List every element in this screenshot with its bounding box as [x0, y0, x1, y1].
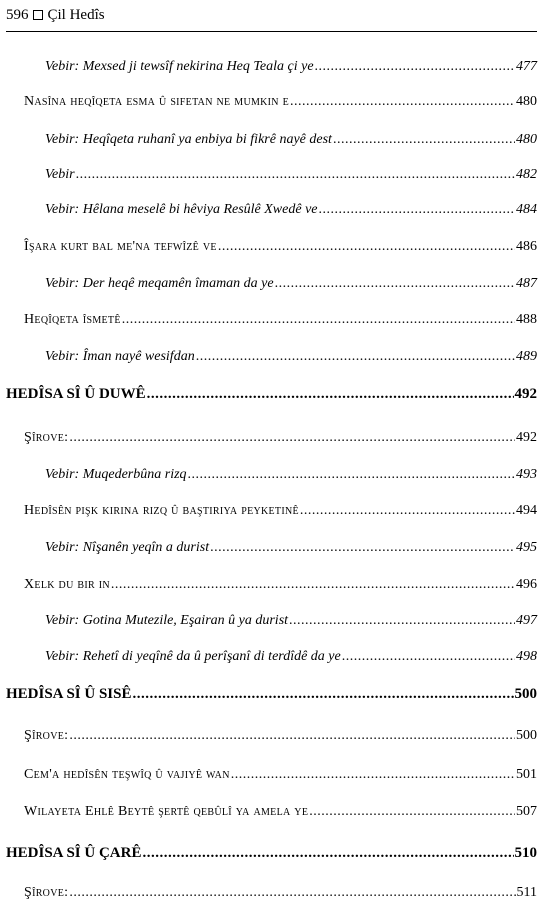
toc-subsection-entry[interactable]	[45, 202, 537, 218]
toc-subsection-entry[interactable]	[45, 349, 537, 365]
dot-leader	[196, 349, 515, 365]
entry-title: Şîrove:	[24, 430, 69, 445]
toc-section-entry[interactable]	[24, 312, 537, 328]
entry-page-number: 500	[514, 686, 537, 702]
entry-page-number: 498	[516, 649, 537, 664]
entry-title: Vebir	[45, 167, 75, 182]
dot-leader	[315, 59, 515, 75]
dot-leader	[290, 94, 515, 110]
toc-section-entry[interactable]	[24, 804, 537, 820]
entry-title: Nasîna heqîqeta esma û sifetan ne mumkin e	[24, 94, 290, 109]
toc-chapter-entry[interactable]	[6, 845, 537, 861]
entry-title: Wilayeta Ehlê Beytê şertê qebûlî ya amela ye	[24, 804, 309, 819]
entry-page-number: 495	[516, 540, 537, 555]
entry-title: Cem'a hedîsên teşwîq û vajiyê wan	[24, 767, 230, 782]
entry-title: Vebir: Rehetî di yeqînê da û perîşanî di terdîdê da ye	[45, 649, 341, 664]
toc-subsection-entry[interactable]	[45, 649, 537, 665]
dot-leader	[69, 430, 515, 446]
entry-page-number: 482	[516, 167, 537, 182]
toc-subsection-entry[interactable]	[45, 59, 537, 75]
toc-subsection-entry[interactable]	[45, 613, 537, 629]
entry-page-number: 501	[516, 767, 537, 782]
entry-page-number: 486	[516, 239, 537, 254]
dot-leader	[147, 386, 514, 402]
toc-section-entry[interactable]	[24, 577, 537, 593]
dot-leader	[309, 804, 515, 820]
entry-title: HEDÎSA SÎ Û SISÊ	[6, 686, 132, 702]
dot-leader	[111, 577, 515, 593]
entry-page-number: 480	[516, 94, 537, 109]
entry-title: HEDÎSA SÎ Û DUWÊ	[6, 386, 146, 402]
entry-title: Vebir: Îman nayê wesifdan	[45, 349, 195, 364]
entry-page-number: 480	[516, 132, 537, 147]
entry-page-number: 511	[516, 885, 537, 900]
toc-chapter-entry[interactable]	[6, 686, 537, 702]
entry-page-number: 488	[516, 312, 537, 327]
dot-leader	[69, 885, 515, 901]
entry-title: Îşara kurt bal me'na tefwîzê ve	[24, 239, 217, 254]
dot-leader	[289, 613, 515, 629]
entry-title: Vebir: Muqederbûna rizq	[45, 467, 187, 482]
entry-page-number: 489	[516, 349, 537, 364]
dot-leader	[275, 276, 515, 292]
entry-page-number: 487	[516, 276, 537, 291]
dot-leader	[231, 767, 515, 783]
entry-title: Vebir: Gotina Mutezile, Eşairan û ya durist	[45, 613, 289, 628]
page-number: 596	[6, 7, 29, 23]
toc-section-entry[interactable]	[24, 503, 537, 519]
toc-chapter-entry[interactable]	[6, 386, 537, 402]
entry-title: Vebir: Nîşanên yeqîn a durist	[45, 540, 210, 555]
entry-page-number: 492	[514, 386, 537, 402]
toc-section-entry[interactable]	[24, 430, 537, 446]
toc-section-entry[interactable]	[24, 239, 537, 255]
dot-leader	[188, 467, 515, 483]
entry-page-number: 494	[516, 503, 537, 518]
dot-leader	[300, 503, 515, 519]
dot-leader	[122, 312, 515, 328]
dot-leader	[210, 540, 515, 556]
entry-title: Vebir: Mexsed ji tewsîf nekirina Heq Teala çi ye	[45, 59, 314, 74]
entry-page-number: 507	[516, 804, 537, 819]
dot-leader	[333, 132, 515, 148]
entry-page-number: 497	[516, 613, 537, 628]
toc-section-entry[interactable]	[24, 885, 537, 901]
entry-title: Heqîqeta îsmetê	[24, 312, 121, 327]
entry-title: Şîrove:	[24, 728, 69, 743]
dot-leader	[132, 686, 513, 702]
entry-page-number: 492	[516, 430, 537, 445]
dot-leader	[69, 728, 515, 744]
entry-title: Vebir: Der heqê meqamên îmaman da ye	[45, 276, 274, 291]
toc-subsection-entry[interactable]	[45, 276, 537, 292]
toc-section-entry[interactable]	[24, 728, 537, 744]
dot-leader	[142, 845, 513, 861]
entry-title: Şîrove:	[24, 885, 69, 900]
dot-leader	[342, 649, 515, 665]
entry-page-number: 500	[516, 728, 537, 743]
entry-page-number: 484	[516, 202, 537, 217]
toc-section-entry[interactable]	[24, 767, 537, 783]
dot-leader	[319, 202, 515, 218]
entry-title: Vebir: Heqîqeta ruhanî ya enbiya bi fikrê nayê dest	[45, 132, 332, 147]
entry-title: HEDÎSA SÎ Û ÇARÊ	[6, 845, 142, 861]
entry-title: Vebir: Hêlana meselê bi hêviya Resûlê Xwedê ve	[45, 202, 318, 217]
entry-page-number: 477	[516, 59, 537, 74]
entry-page-number: 496	[516, 577, 537, 592]
entry-page-number: 510	[514, 845, 537, 861]
entry-title: Xelk du bir in	[24, 577, 110, 592]
dot-leader	[76, 167, 515, 183]
toc-section-entry[interactable]	[24, 94, 537, 110]
toc-subsection-entry[interactable]	[45, 540, 537, 556]
toc-subsection-entry[interactable]	[45, 132, 537, 148]
entry-title: Hedîsên pişk kirina rizq û baştiriya peyketinê	[24, 503, 299, 518]
toc-subsection-entry[interactable]	[45, 467, 537, 483]
book-title: Çil Hedîs	[47, 7, 105, 23]
entry-page-number: 493	[516, 467, 537, 482]
dot-leader	[218, 239, 515, 255]
toc-subsection-entry[interactable]	[45, 167, 537, 183]
